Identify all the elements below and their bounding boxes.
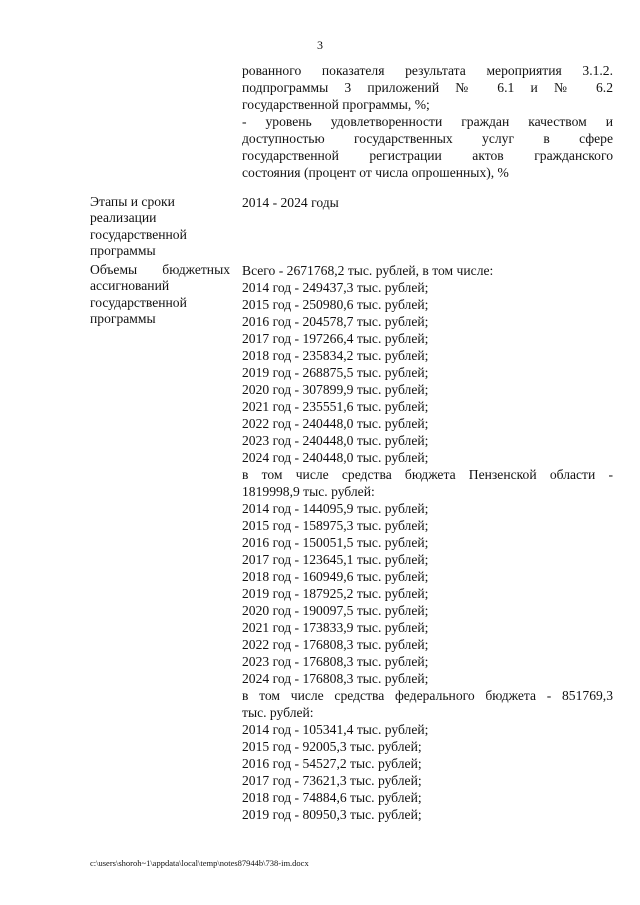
- text-line: состояния (процент от числа опрошенных), %: [242, 165, 509, 180]
- label-line: ассигнований: [90, 278, 170, 294]
- budget-line: 2019 год - 80950,3 тыс. рублей;: [242, 807, 422, 822]
- budget-line: 2015 год - 92005,3 тыс. рублей;: [242, 739, 422, 754]
- text-line: рованного показателя результата мероприятия 3.1.2.: [242, 63, 613, 78]
- label-line: Этапы и сроки: [90, 194, 175, 209]
- budget-line: 2020 год - 190097,5 тыс. рублей;: [242, 603, 429, 618]
- file-path-footer: c:\users\shoroh~1\appdata\local\temp\notes87944b\738-im.docx: [90, 858, 309, 868]
- budget-line: 2018 год - 160949,6 тыс. рублей;: [242, 569, 429, 584]
- budget-line: 2018 год - 74884,6 тыс. рублей;: [242, 790, 422, 805]
- budget-line: 2020 год - 307899,9 тыс. рублей;: [242, 382, 429, 397]
- label-line: государственной: [90, 226, 187, 242]
- budget-line: 2017 год - 197266,4 тыс. рублей;: [242, 331, 429, 346]
- text-line: доступностью государственных услуг в сфере: [242, 131, 613, 146]
- budget-line: 2022 год - 176808,3 тыс. рублей;: [242, 637, 429, 652]
- budget-line: 2021 год - 173833,9 тыс. рублей;: [242, 620, 429, 635]
- label-line: государственной: [90, 294, 187, 310]
- budget-line: в том числе средства федерального бюджета - 851769,3: [242, 688, 613, 703]
- page-number: 3: [317, 38, 323, 52]
- indicator-text-block: [242, 62, 613, 181]
- budget-line: 2015 год - 250980,6 тыс. рублей;: [242, 297, 429, 312]
- budget-line: 1819998,9 тыс. рублей:: [242, 484, 375, 499]
- budget-line: 2024 год - 176808,3 тыс. рублей;: [242, 671, 429, 686]
- budget-line: Всего - 2671768,2 тыс. рублей, в том числе:: [242, 263, 494, 278]
- label-line: программы: [90, 311, 156, 327]
- text-line: - уровень удовлетворенности граждан качеством и: [242, 114, 613, 129]
- budget-line: 2023 год - 176808,3 тыс. рублей;: [242, 654, 429, 669]
- budget-line: 2022 год - 240448,0 тыс. рублей;: [242, 416, 429, 431]
- label-line: Объемы бюджетных: [90, 262, 230, 277]
- budget-line: 2019 год - 268875,5 тыс. рублей;: [242, 365, 429, 380]
- label-line: реализации: [90, 210, 157, 226]
- budget-line: 2017 год - 123645,1 тыс. рублей;: [242, 552, 429, 567]
- budget-line: 2021 год - 235551,6 тыс. рублей;: [242, 399, 429, 414]
- text-line: государственной программы, %;: [242, 97, 430, 112]
- budget-values: [242, 262, 613, 823]
- budget-line: 2018 год - 235834,2 тыс. рублей;: [242, 348, 429, 363]
- budget-line: 2023 год - 240448,0 тыс. рублей;: [242, 433, 429, 448]
- budget-line: 2019 год - 187925,2 тыс. рублей;: [242, 586, 429, 601]
- budget-line: 2016 год - 204578,7 тыс. рублей;: [242, 314, 429, 329]
- text-line: государственной регистрации актов гражданского: [242, 148, 613, 163]
- budget-line: 2014 год - 105341,4 тыс. рублей;: [242, 722, 429, 737]
- budget-line: 2015 год - 158975,3 тыс. рублей;: [242, 518, 429, 533]
- budget-line: тыс. рублей:: [242, 705, 314, 720]
- budget-line: 2016 год - 54527,2 тыс. рублей;: [242, 756, 422, 771]
- budget-line: 2017 год - 73621,3 тыс. рублей;: [242, 773, 422, 788]
- budget-label: [90, 262, 230, 328]
- budget-line: в том числе средства бюджета Пензенской области -: [242, 467, 613, 482]
- budget-line: 2014 год - 144095,9 тыс. рублей;: [242, 501, 429, 516]
- text-line: 2014 - 2024 годы: [242, 195, 339, 210]
- text-line: подпрограммы 3 приложений № 6.1 и № 6.2: [242, 80, 613, 95]
- budget-line: 2024 год - 240448,0 тыс. рублей;: [242, 450, 429, 465]
- budget-line: 2016 год - 150051,5 тыс. рублей;: [242, 535, 429, 550]
- stages-label: [90, 194, 230, 260]
- budget-line: 2014 год - 249437,3 тыс. рублей;: [242, 280, 429, 295]
- stages-value: [242, 194, 613, 211]
- label-line: программы: [90, 243, 156, 259]
